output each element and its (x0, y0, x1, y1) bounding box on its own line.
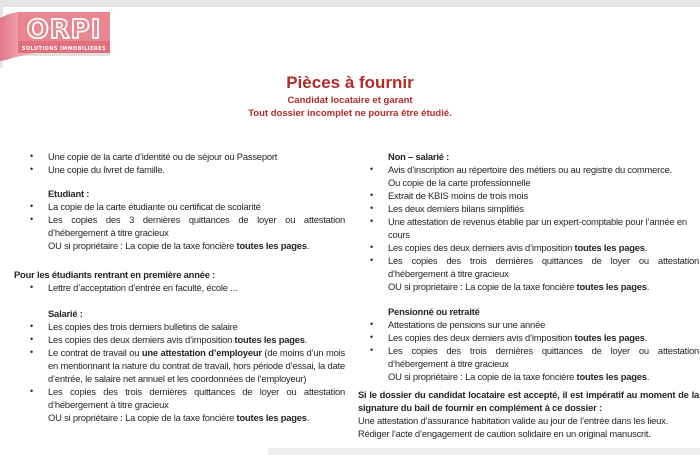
list-item-text (48, 347, 345, 384)
subtitle-line-1: Candidat locataire et garant (287, 95, 413, 106)
orpi-logo (0, 0, 116, 66)
text-run: Le contrat de travail ou (48, 347, 142, 358)
bold-text-run: toutes les pages (236, 412, 307, 423)
section-heading: Pour les étudiants rentrant en première année : (14, 269, 216, 280)
content-columns (0, 150, 700, 440)
bullet-icon: • (30, 386, 33, 396)
text-run: Les copies des trois dernières quittances de loyer ou attestation d’hébergement à titre gracieux (388, 255, 699, 279)
text-run: Attestations de pensions sur une année (388, 319, 546, 330)
list-item (14, 200, 345, 213)
bullet-icon: • (370, 332, 373, 342)
bold-text-run: Si le dossier du candidat locataire est accepté, il est impératif au moment de la signature du bail de fournir en complément à ce dossier : (358, 389, 699, 413)
text-run: Les copies des trois derniers bulletins de salaire (48, 321, 238, 332)
spacer (14, 294, 345, 307)
text-run: Rédiger l’acte d’engagement de caution solidaire en un original manuscrit. (358, 428, 651, 439)
bullet-icon: • (370, 319, 373, 329)
list-item (14, 320, 345, 333)
bullet-icon: • (30, 151, 33, 161)
spacer (14, 176, 345, 187)
bullet-icon: • (370, 255, 373, 265)
column-right (358, 150, 699, 440)
bullet-icon: • (370, 164, 373, 174)
text-run: OU si propriétaire : La copie de la taxe foncière (48, 240, 237, 251)
section-heading: Non – salarié : (388, 151, 450, 162)
bullet-icon: • (30, 164, 33, 174)
list-item (358, 318, 699, 331)
list-item (358, 241, 699, 254)
bold-text-run: toutes les pages (576, 371, 647, 382)
bullet-icon: • (30, 347, 33, 357)
list-item (358, 344, 699, 370)
list-item-text (388, 190, 528, 201)
paragraph (358, 427, 699, 440)
paragraph (358, 414, 699, 427)
text-run: Les deux derniers bilans simplifiés (388, 203, 524, 214)
list-item-text (48, 282, 237, 293)
list-item-text (388, 345, 699, 369)
list-item (14, 163, 345, 176)
list-item (358, 163, 699, 176)
logo-tagline: SOLUTIONS IMMOBILIERES (22, 46, 106, 52)
list-item (358, 189, 699, 202)
list-item (358, 254, 699, 280)
paragraph (358, 388, 699, 414)
list-item-text (48, 151, 277, 162)
text-run: . (304, 334, 308, 345)
text-run: . (646, 281, 650, 292)
text-run: OU si propriétaire : La copie de la taxe foncière (388, 281, 577, 292)
text-run: Une copie du livret de famille. (48, 164, 165, 175)
list-item-text (388, 242, 647, 253)
list-item-text (48, 214, 345, 238)
logo-brand-text: ORPI (26, 15, 102, 45)
text-run: . (646, 371, 650, 382)
bullet-icon: • (370, 216, 373, 226)
bold-text-run: une attestation d’employeur (141, 347, 262, 358)
list-item-continuation (388, 370, 699, 383)
list-item-text (48, 321, 238, 332)
subtitle-line-2: Tout dossier incomplet ne pourra être étudié. (248, 108, 452, 119)
bullet-icon: • (30, 334, 33, 344)
text-run: . (306, 240, 310, 251)
text-run: . (644, 332, 648, 343)
list-item (358, 215, 699, 241)
list-item (358, 202, 699, 215)
bold-text-run: toutes les pages (234, 334, 305, 345)
page-title: Pièces à fournir (286, 73, 414, 92)
text-run: Les copies des deux derniers avis d’imposition (48, 334, 235, 345)
bullet-icon: • (370, 242, 373, 252)
list-item-continuation (48, 411, 345, 424)
bullet-icon: • (30, 214, 33, 224)
text-run: Extrait de KBIS moins de trois mois (388, 190, 528, 201)
bullet-icon: • (30, 201, 33, 211)
text-run: . (644, 242, 648, 253)
logo-shadow (20, 53, 110, 56)
list-item-text (48, 201, 261, 212)
bold-text-run: toutes les pages (236, 240, 307, 251)
text-run: Ou copie de la carte professionnelle (388, 177, 531, 188)
section-heading: Pensionné ou retraité (388, 306, 480, 317)
text-run: Une attestation d’assurance habitation valide au jour de l’entrée dans les lieux. (358, 415, 669, 426)
scan-edge-bottom (268, 448, 700, 455)
section-heading: Salarié : (48, 308, 83, 319)
bullet-icon: • (370, 345, 373, 355)
list-item-text (48, 334, 307, 345)
list-item-text (48, 386, 345, 410)
list-item-text (388, 332, 647, 343)
list-item-text (388, 216, 687, 240)
list-item-continuation (388, 176, 699, 189)
list-item-text (388, 164, 672, 175)
bullet-icon: • (30, 321, 33, 331)
text-run: La copie de la carte étudiante ou certificat de scolarité (48, 201, 261, 212)
list-item-text (388, 255, 699, 279)
list-item-text (48, 164, 165, 175)
spacer (14, 252, 345, 268)
list-item (358, 331, 699, 344)
spacer (358, 293, 699, 305)
text-run: Les copies des 3 dernières quittances de loyer ou attestation d’hébergement à titre gracieux (48, 214, 345, 238)
text-run: Les copies des trois dernières quittances de loyer ou attestation d’hébergement à titre gracieux (48, 386, 345, 410)
list-item (14, 281, 345, 294)
text-run: Les copies des deux derniers avis d’imposition (388, 242, 575, 253)
list-item-text (388, 203, 524, 214)
bullet-icon: • (370, 203, 373, 213)
text-run: Lettre d’acceptation d’entrée en faculté, école ... (48, 282, 238, 293)
list-item-continuation (388, 280, 699, 293)
text-run: (de moins d’un mois en mentionnant la nature du contrat de travail, hors période d’essai, la date d’entrée, le salaire net annuel et les coordonnées de l’employeur) (48, 347, 345, 384)
bold-text-run: toutes les pages (576, 281, 647, 292)
list-item (14, 150, 345, 163)
list-item (14, 346, 345, 385)
text-run: Avis d’inscription au répertoire des métiers ou au registre du commerce. (388, 164, 672, 175)
list-item (14, 385, 345, 411)
text-run: Une copie de la carte d’identité ou de séjour ou Passeport (48, 151, 278, 162)
text-run: Les copies des deux derniers avis d’imposition (388, 332, 575, 343)
text-run: . (306, 412, 310, 423)
bullet-icon: • (30, 282, 33, 292)
bullet-icon: • (370, 190, 373, 200)
text-run: OU si propriétaire : La copie de la taxe foncière (48, 412, 237, 423)
list-item-continuation (48, 239, 345, 252)
text-run: Une attestation de revenus établie par un expert-comptable pour l’année en cours (388, 216, 687, 240)
bold-text-run: toutes les pages (574, 332, 645, 343)
section-heading: Etudiant : (48, 188, 90, 199)
list-item (14, 213, 345, 239)
list-item-text (388, 319, 545, 330)
text-run: Les copies des trois dernières quittances de loyer ou attestation d’hébergement à titre gracieux (388, 345, 699, 369)
bold-text-run: toutes les pages (574, 242, 645, 253)
text-run: OU si propriétaire : La copie de la taxe foncière (388, 371, 577, 382)
column-left (14, 150, 345, 440)
list-item (14, 333, 345, 346)
